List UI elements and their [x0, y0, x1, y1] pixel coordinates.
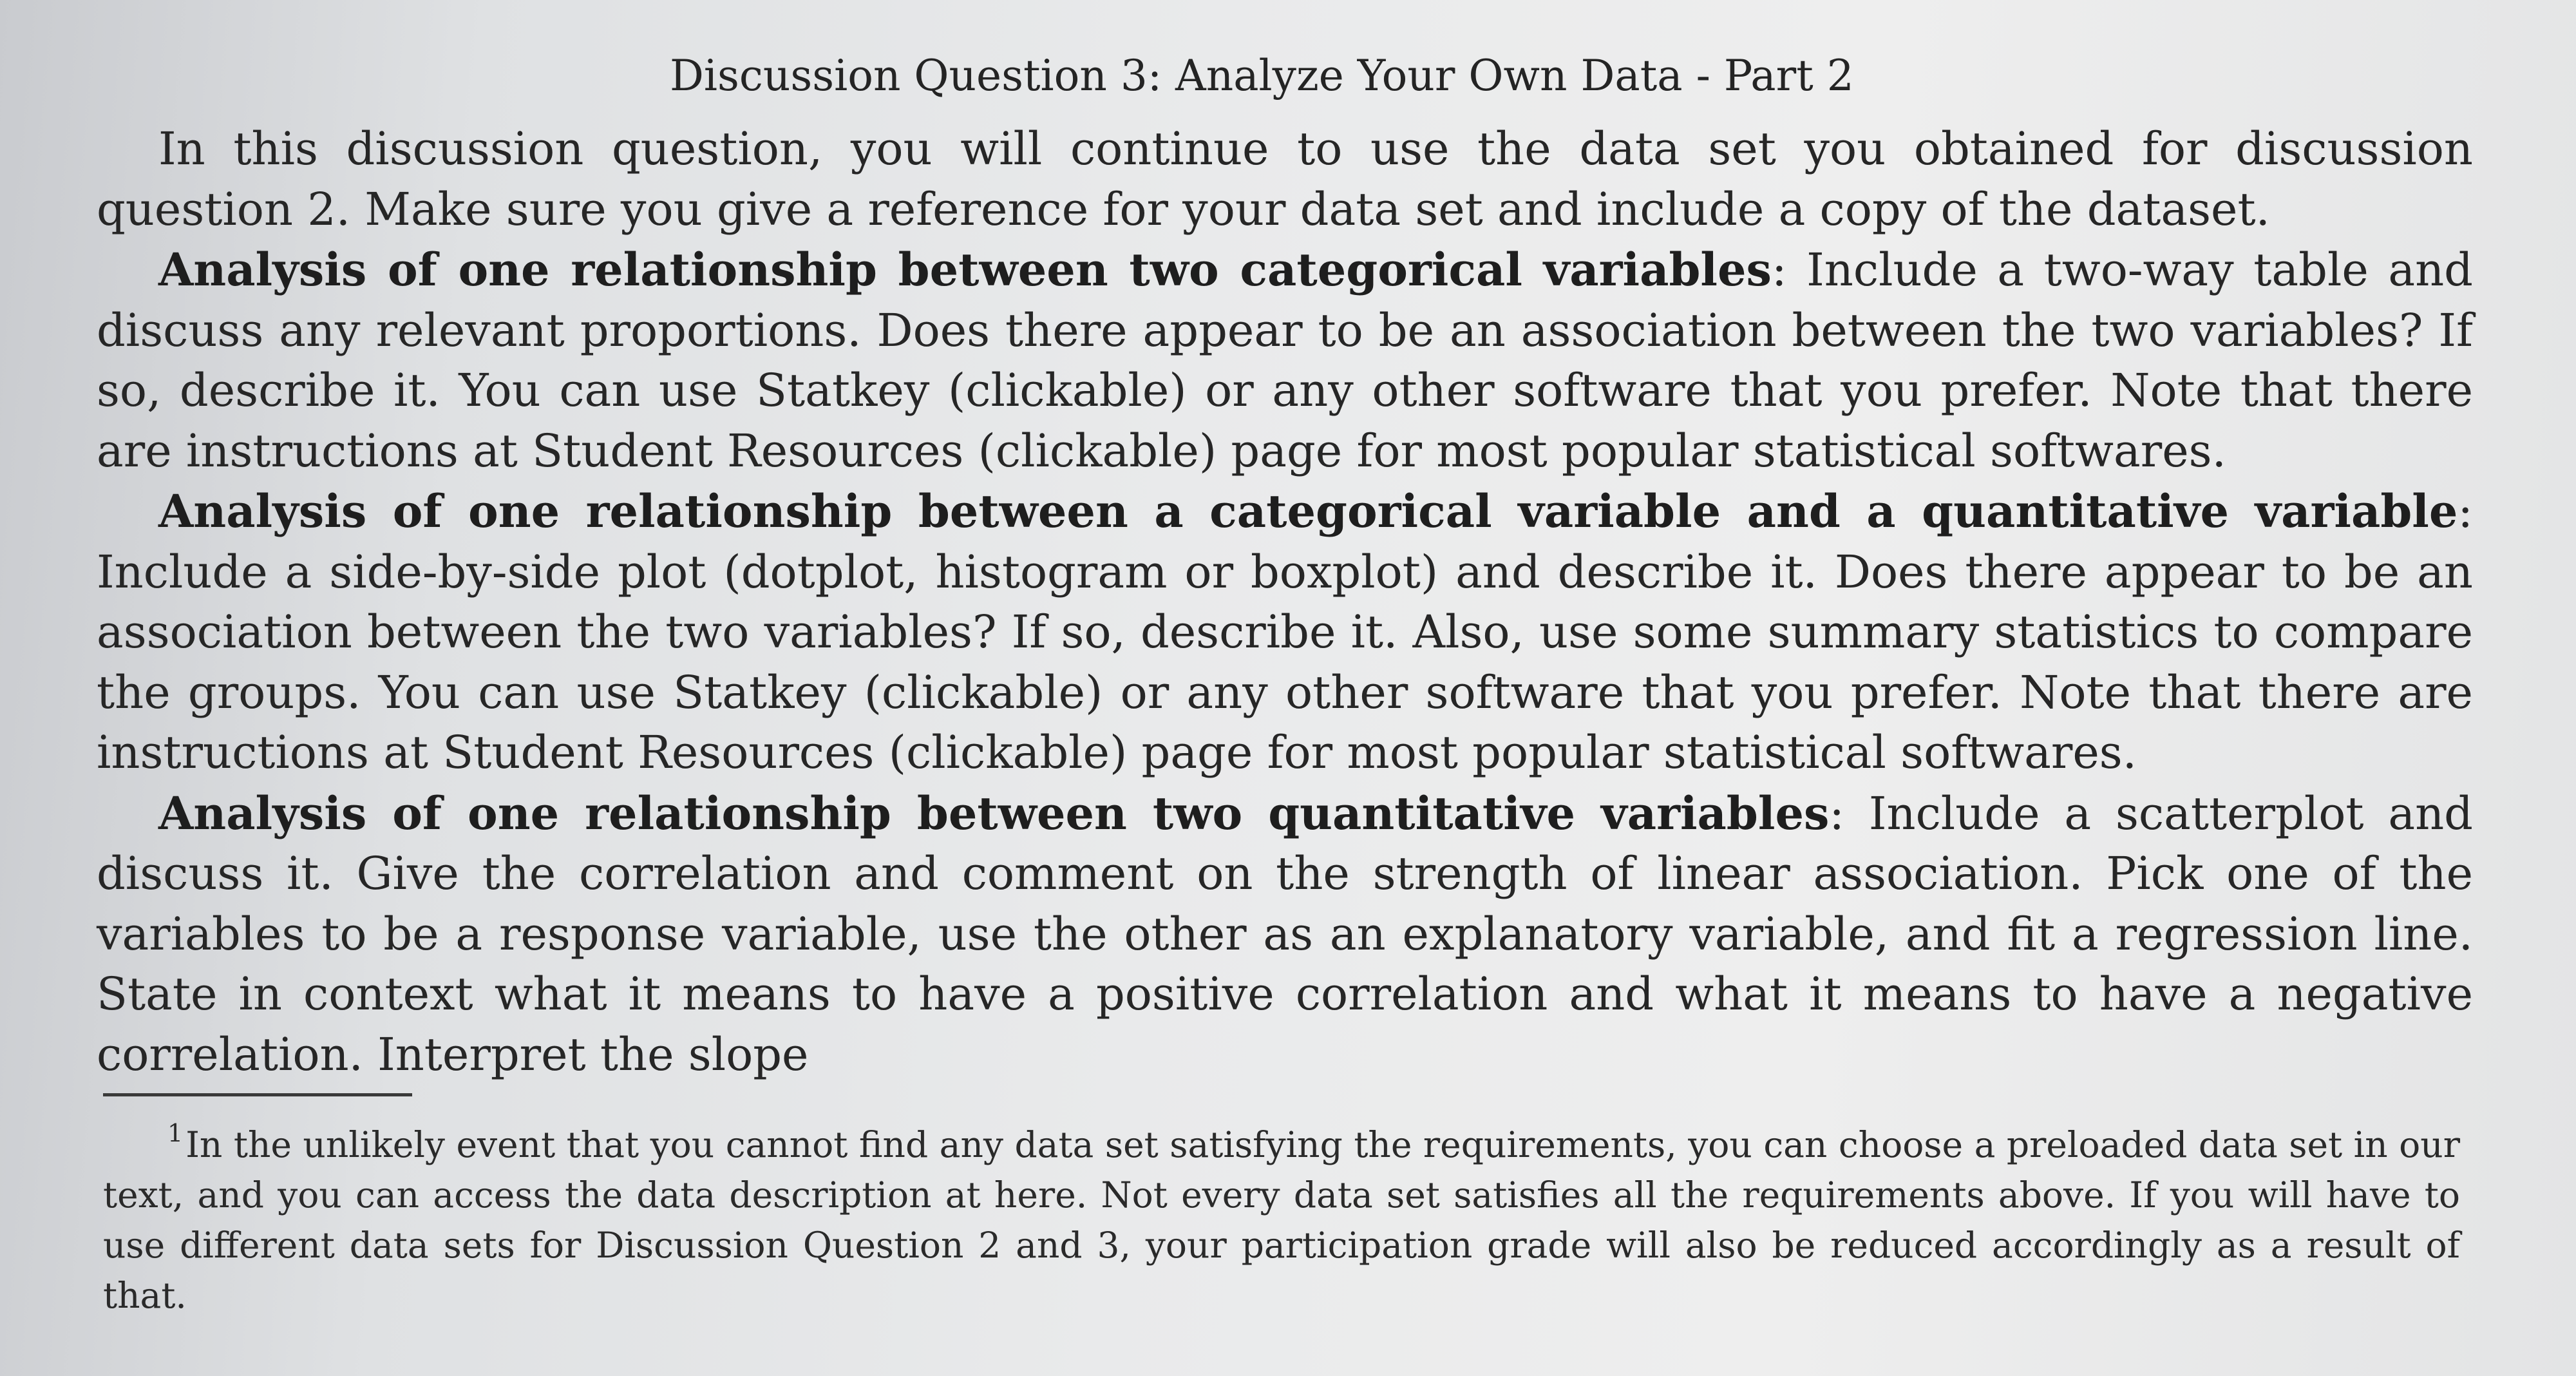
section-paragraph-categorical-categorical	[97, 240, 2473, 481]
intro-paragraph: In this discussion question, you will continue to use the data set you obtained for discussion question 2. Make sure you give a reference for your data set and include a copy of the dataset.	[97, 122, 2473, 236]
section-heading: Analysis of one relationship between two categorical variables	[158, 243, 1772, 296]
section-heading: Analysis of one relationship between two quantitative variables	[158, 786, 1830, 840]
footnote	[103, 1108, 2460, 1321]
footnote-text: In the unlikely event that you cannot find any data set satisfying the requirements, you can choose a preloaded data set in our text, and you can access the data description at here. Not every data set satisfies all the requirements above. If you will have to use different data sets for Discussion Question 2 and 3, your participation grade will also be reduced accordingly as a result of that.	[103, 1124, 2460, 1316]
footnote-marker: 1	[167, 1119, 184, 1147]
section-paragraph-quantitative-quantitative	[97, 783, 2473, 1085]
section-text: : Include a side-by-side plot (dotplot, histogram or boxplot) and describe it. Does there appear to be an association between the two variables? If so, describe it. Also, use some summary statistics to compare the groups. You can use Statkey (clickable) or any other software that you prefer. Note that there are instructions at Student Resources (clickable) page for most popular statistical softwares.	[97, 485, 2473, 779]
page-title: Discussion Question 3: Analyze Your Own Data - Part 2	[670, 51, 1854, 100]
section-text: : Include a scatterplot and discuss it. Give the correlation and comment on the strength of linear association. Pick one of the variables to be a response variable, use the other as an explanatory variable, and fit a regression line. State in context what it means to have a positive correlation and what it means to have a negative correlation. Interpret the slope	[97, 787, 2473, 1081]
section-heading: Analysis of one relationship between a categorical variable and a quantitative variable	[158, 484, 2458, 538]
section-text: : Include a two-way table and discuss any relevant proportions. Does there appear to be an association between the two variables? If so, describe it. You can use Statkey (clickable) or any other software that you prefer. Note that there are instructions at Student Resources (clickable) page for most popular statistical softwares.	[97, 244, 2473, 477]
footnote-divider	[103, 1093, 412, 1096]
section-paragraph-categorical-quantitative	[97, 481, 2473, 783]
document-body	[97, 119, 2473, 1085]
